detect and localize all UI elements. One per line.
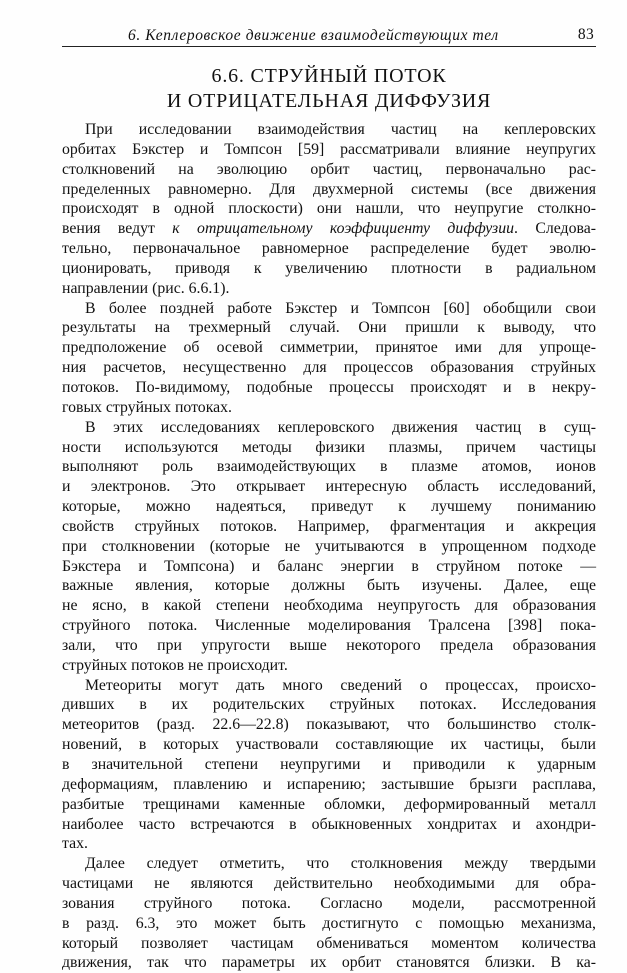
text-line: метеоритов (разд. 22.6—22.8) показывают, что большинство столк- — [62, 716, 596, 734]
text-line: частицами не являются действительно необходимыми для обра- — [62, 875, 596, 893]
text-line: которые, можно надеяться, приведут к лучшему пониманию — [62, 498, 596, 516]
text-line: происходят в одной плоскости) они нашли, что неупругие столкно- — [62, 200, 596, 218]
text-line: в значительной степени неупругими и приводили к ударным — [62, 756, 596, 773]
text-line: ционировать, приводя к увеличению плотности в радиальном — [62, 259, 596, 277]
section-heading-line-2: И ОТРИЦАТЕЛЬНАЯ ДИФФУЗИЯ — [166, 90, 492, 112]
section-heading-line-1: 6.6. СТРУЙНЫЙ ПОТОК — [211, 65, 447, 87]
running-head — [62, 22, 596, 47]
text-line: выполняют роль взаимодействующих в плазме атомов, ионов — [62, 458, 596, 476]
text-line: зования струйного потока. Согласно модели, рассмотренной — [62, 894, 596, 912]
text-line: Далее следует отметить, что столкновения между твердыми — [85, 855, 596, 873]
text-line: струйных потоков не происходит. — [62, 656, 288, 674]
text-line: потоков. По-видимому, подобные процессы происходят и в некру- — [62, 378, 596, 396]
text-line: дивших в их родительских струйных потоках. Исследования — [62, 696, 596, 714]
text-line: говых струйных потоках. — [62, 398, 233, 416]
text-line: В более поздней работе Бэкстер и Томпсон [60] обобщили свои — [85, 299, 596, 317]
text-line: ния расчетов, несущественно для процессов образования струйных — [62, 359, 596, 377]
text-line: разбитые трещинами каменные обломки, деформированный металл — [62, 795, 596, 813]
text-line: вения ведут к отрицательному коэффициенту диффузии. Следова- — [62, 220, 596, 238]
text-line: при столкновении (которые не учитываются в упрощенном подходе — [62, 537, 596, 555]
running-head-title: 6. Кеплеровское движение взаимодействующих тел — [128, 27, 499, 44]
text-line: деформациям, плавлению и испарению; застывшие брызги расплава, — [62, 775, 596, 793]
text-line: свойств струйных потоков. Например, фрагментация и аккреция — [62, 517, 596, 535]
text-line: который позволяет частицам обмениваться моментом количества — [62, 934, 596, 952]
text-line: и электронов. Это открывает интересную область исследований, — [62, 478, 596, 496]
text-line: Бэкстера и Томпсона) и баланс энергии в струйном потоке — — [62, 557, 596, 575]
text-line: При исследовании взаимодействия частиц на кеплеровских — [85, 121, 596, 138]
section-heading — [62, 64, 596, 114]
text-line: зали, что при упругости выше некоторого предела образования — [62, 636, 596, 654]
text-line: струйного потока. Численные моделирования Тралсена [398] пока- — [62, 617, 596, 635]
text-line: направлении (рис. 6.6.1). — [62, 279, 230, 297]
text-line: столкновений на эволюцию орбит частиц, первоначально рас- — [62, 160, 596, 178]
page-number: 83 — [577, 26, 594, 43]
text-line: важные явления, которые должны быть изучены. Далее, еще — [62, 577, 596, 595]
text-line: предположение об осевой симметрии, принятое ими для упроще- — [62, 339, 596, 357]
text-line: результаты на трехмерный случай. Они пришли к выводу, что — [62, 319, 596, 337]
text-line: новений, в которых участвовали составляющие их частицы, были — [62, 736, 596, 754]
body-text — [62, 120, 596, 973]
emphasis-term: к отрицательному коэффициенту диффузии — [172, 220, 514, 238]
text-line: не ясно, в какой степени необходима неупругость для образования — [62, 597, 596, 615]
text-line: орбитах Бэкстер и Томпсон [59] рассматривали влияние неупругих — [62, 140, 596, 158]
text-line: Метеориты могут дать много сведений о процессах, происхо- — [85, 676, 596, 694]
text-line: пределенных равномерно. Для двухмерной системы (все движения — [62, 180, 596, 198]
text-line: ности используются методы физики плазмы, причем частицы — [62, 438, 596, 456]
text-line: В этих исследованиях кеплеровского движения частиц в сущ- — [85, 418, 596, 436]
text-line: в разд. 6.3, это может быть достигнуто с помощью механизма, — [62, 914, 596, 932]
text-line: движения, так что параметры их орбит становятся близки. В ка- — [62, 954, 596, 972]
text-line: тах. — [62, 835, 88, 853]
text-line: тельно, первоначальное равномерное распределение будет эволю- — [62, 240, 596, 258]
text-line: наиболее часто встречаются в обыкновенных хондритах и ахондри- — [62, 815, 596, 833]
